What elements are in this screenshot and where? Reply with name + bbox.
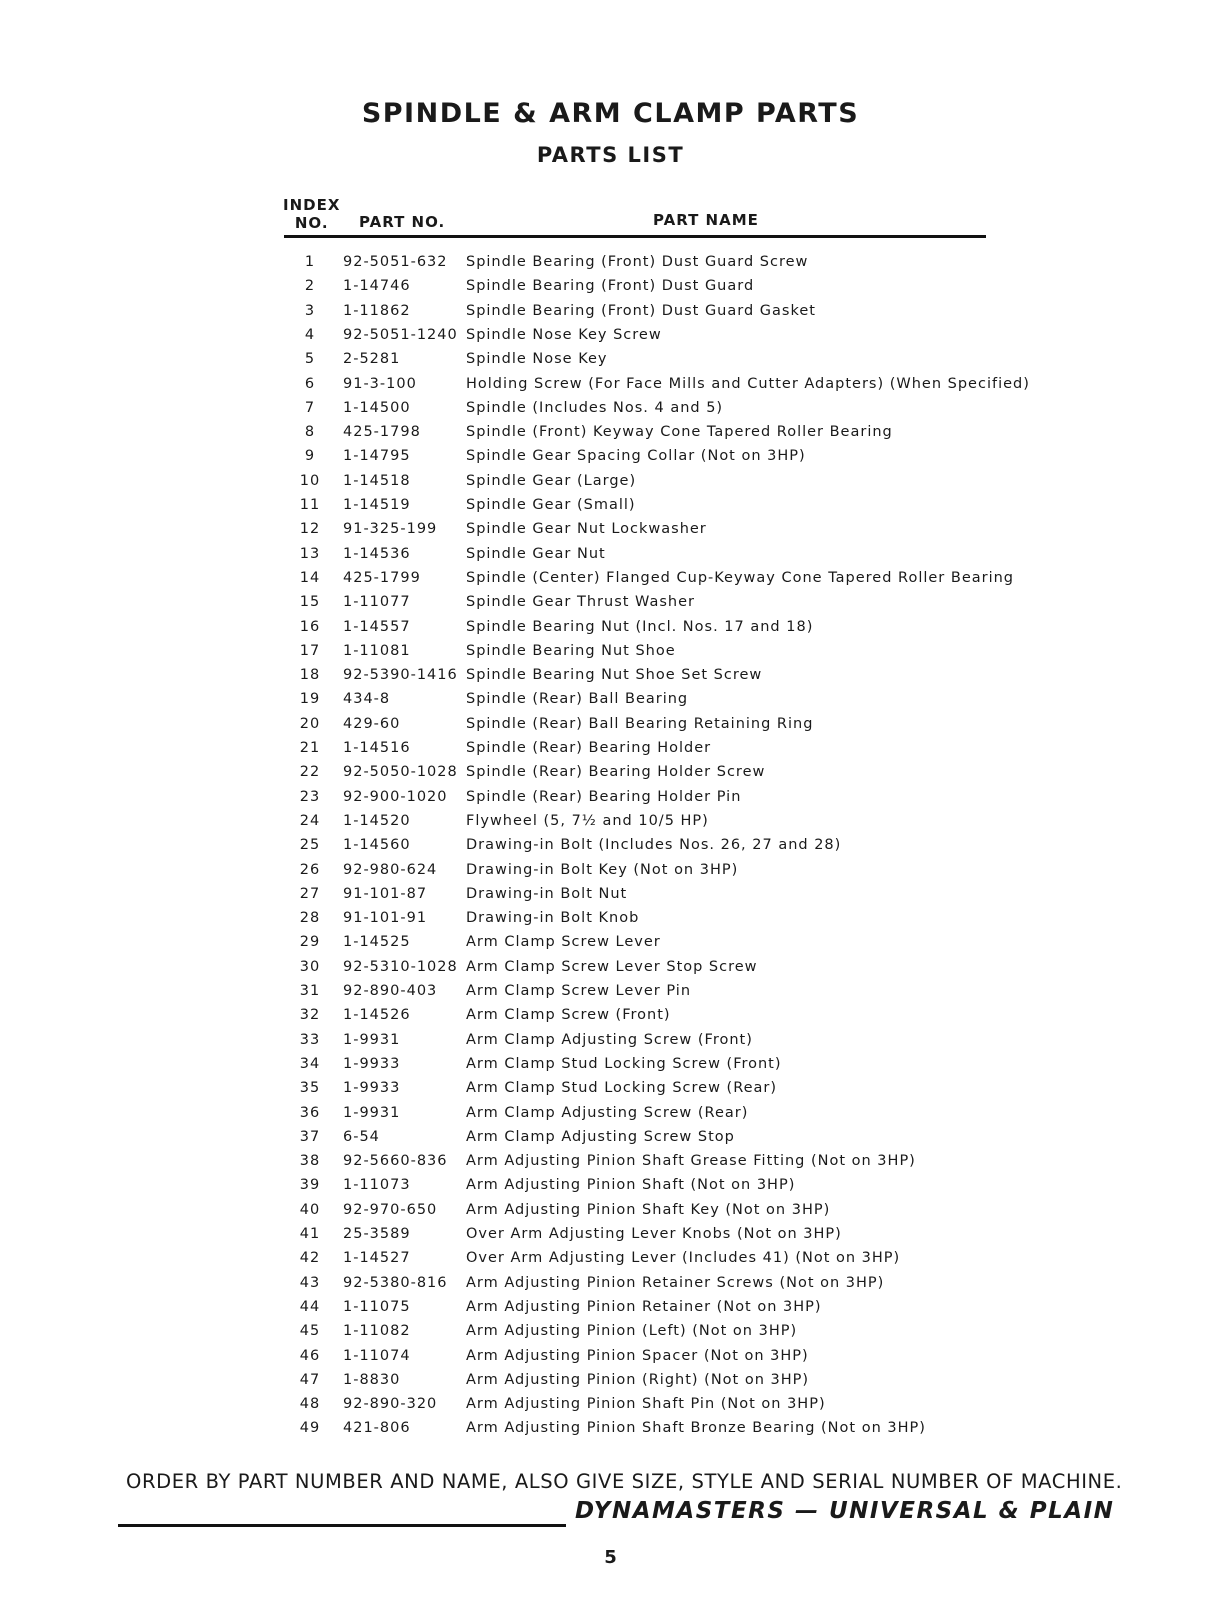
table-row	[0, 517, 1221, 541]
index-cell: 34	[299, 1055, 321, 1072]
table-row	[0, 372, 1221, 396]
part-number-cell: 1-14557	[343, 618, 411, 635]
brand-line: DYNAMASTERS — UNIVERSAL & PLAIN	[575, 1498, 1115, 1524]
index-cell: 43	[299, 1274, 321, 1291]
part-name-cell: Arm Clamp Screw Lever Pin	[466, 983, 692, 999]
index-cell: 1	[304, 254, 316, 270]
page-number: 5	[604, 1547, 617, 1568]
part-number-cell: 91-101-91	[343, 910, 428, 927]
part-number-cell: 1-9933	[343, 1080, 401, 1097]
part-name-cell: Arm Clamp Adjusting Screw Stop	[466, 1128, 735, 1145]
part-number-cell: 1-8830	[343, 1371, 401, 1388]
index-cell: 42	[299, 1250, 321, 1267]
index-cell: 29	[299, 934, 321, 951]
index-cell: 23	[299, 788, 321, 805]
page-subtitle: PARTS LIST	[536, 143, 685, 167]
part-name-cell: Spindle (Rear) Bearing Holder	[466, 740, 712, 756]
part-number-cell: 6-54	[343, 1128, 380, 1145]
table-row	[0, 639, 1221, 663]
part-number-cell: 92-5051-1240	[343, 326, 458, 343]
part-name-cell: Arm Adjusting Pinion Shaft Grease Fitting (Not on 3HP)	[466, 1153, 916, 1170]
column-header-index-line2: NO.	[294, 214, 329, 232]
table-row	[0, 809, 1221, 833]
part-name-cell: Arm Clamp Screw Lever Stop Screw	[466, 958, 758, 975]
part-number-cell: 1-14560	[343, 837, 411, 854]
part-name-cell: Drawing-in Bolt (Includes Nos. 26, 27 and 28)	[466, 837, 842, 854]
index-cell: 25	[299, 837, 321, 854]
index-cell: 27	[299, 885, 321, 902]
part-name-cell: Spindle Gear (Small)	[466, 497, 636, 513]
index-cell: 14	[299, 569, 321, 586]
part-number-cell: 92-5380-816	[343, 1274, 448, 1291]
table-row	[0, 785, 1221, 809]
index-cell: 30	[299, 958, 321, 975]
part-name-cell: Spindle Bearing (Front) Dust Guard Screw	[466, 254, 809, 270]
index-cell: 49	[299, 1420, 321, 1437]
table-row	[0, 542, 1221, 566]
part-number-cell: 429-60	[343, 715, 401, 732]
table-row	[0, 833, 1221, 857]
index-cell: 48	[299, 1396, 321, 1413]
part-number-cell: 1-14536	[343, 545, 411, 562]
table-row	[0, 1003, 1221, 1027]
part-number-cell: 425-1799	[343, 569, 421, 586]
table-row	[0, 1222, 1221, 1246]
table-row	[0, 566, 1221, 590]
table-row	[0, 930, 1221, 954]
part-name-cell: Spindle Gear Spacing Collar (Not on 3HP)	[466, 448, 806, 465]
table-row	[0, 1101, 1221, 1125]
index-cell: 12	[299, 521, 321, 538]
table-row	[0, 323, 1221, 347]
part-name-cell: Spindle Gear (Large)	[466, 472, 637, 489]
index-cell: 18	[299, 667, 321, 684]
index-cell: 37	[299, 1128, 321, 1145]
part-name-cell: Spindle (Rear) Bearing Holder Screw	[466, 764, 766, 781]
table-row	[0, 1198, 1221, 1222]
table-row	[0, 1246, 1221, 1270]
part-name-cell: Arm Adjusting Pinion Spacer (Not on 3HP)	[466, 1347, 809, 1364]
part-number-cell: 1-11073	[343, 1177, 411, 1194]
index-cell: 4	[304, 326, 316, 343]
index-cell: 2	[304, 278, 316, 295]
part-number-cell: 92-890-403	[343, 983, 438, 999]
part-number-cell: 92-970-650	[343, 1201, 438, 1218]
header-divider	[284, 235, 986, 238]
part-name-cell: Arm Clamp Stud Locking Screw (Rear)	[466, 1080, 778, 1097]
part-name-cell: Arm Adjusting Pinion Shaft Bronze Bearing (Not on 3HP)	[466, 1420, 926, 1437]
part-name-cell: Holding Screw (For Face Mills and Cutter Adapters) (When Specified)	[466, 375, 1030, 392]
table-row	[0, 1028, 1221, 1052]
index-cell: 10	[299, 472, 321, 489]
index-cell: 44	[299, 1298, 321, 1315]
index-cell: 40	[299, 1201, 321, 1218]
part-number-cell: 1-14516	[343, 740, 411, 756]
table-row	[0, 347, 1221, 371]
part-name-cell: Flywheel (5, 7½ and 10/5 HP)	[466, 812, 709, 829]
table-row	[0, 493, 1221, 517]
part-name-cell: Spindle Gear Nut Lockwasher	[466, 521, 707, 538]
part-number-cell: 1-11074	[343, 1347, 411, 1364]
part-name-cell: Drawing-in Bolt Key (Not on 3HP)	[466, 861, 739, 878]
part-name-cell: Arm Adjusting Pinion (Right) (Not on 3HP)	[466, 1371, 810, 1388]
table-row	[0, 299, 1221, 323]
part-name-cell: Spindle (Rear) Bearing Holder Pin	[466, 788, 742, 805]
index-cell: 31	[299, 983, 321, 999]
index-cell: 21	[299, 740, 321, 756]
column-header-part-name: PART NAME	[653, 211, 759, 229]
table-row	[0, 1125, 1221, 1149]
index-cell: 36	[299, 1104, 321, 1121]
index-cell: 3	[304, 302, 316, 319]
index-cell: 9	[304, 448, 316, 465]
index-cell: 16	[299, 618, 321, 635]
table-row	[0, 736, 1221, 760]
index-cell: 11	[299, 497, 321, 513]
index-cell: 32	[299, 1007, 321, 1024]
part-number-cell: 1-11077	[343, 594, 411, 611]
table-row	[0, 250, 1221, 274]
table-row	[0, 663, 1221, 687]
part-number-cell: 1-14527	[343, 1250, 411, 1267]
part-name-cell: Arm Adjusting Pinion Shaft Pin (Not on 3HP)	[466, 1396, 826, 1413]
part-name-cell: Drawing-in Bolt Knob	[466, 910, 640, 927]
table-row	[0, 1416, 1221, 1440]
part-name-cell: Spindle Bearing Nut Shoe Set Screw	[466, 667, 763, 684]
index-cell: 35	[299, 1080, 321, 1097]
part-name-cell: Spindle Bearing (Front) Dust Guard	[466, 278, 755, 295]
part-number-cell: 1-11862	[343, 302, 411, 319]
part-name-cell: Spindle Bearing Nut (Incl. Nos. 17 and 18)	[466, 618, 814, 635]
index-cell: 17	[299, 642, 321, 659]
part-name-cell: Spindle (Center) Flanged Cup-Keyway Cone Tapered Roller Bearing	[466, 569, 1015, 586]
part-number-cell: 1-11075	[343, 1298, 411, 1315]
table-row	[0, 906, 1221, 930]
table-row	[0, 882, 1221, 906]
table-row	[0, 1271, 1221, 1295]
index-cell: 38	[299, 1153, 321, 1170]
table-row	[0, 1173, 1221, 1197]
part-number-cell: 91-3-100	[343, 375, 417, 392]
part-number-cell: 2-5281	[343, 351, 401, 368]
table-row	[0, 712, 1221, 736]
part-number-cell: 25-3589	[343, 1226, 411, 1242]
index-cell: 22	[299, 764, 321, 781]
part-name-cell: Spindle Nose Key	[466, 351, 608, 368]
table-row	[0, 1295, 1221, 1319]
part-number-cell: 92-5390-1416	[343, 667, 458, 684]
part-number-cell: 421-806	[343, 1420, 411, 1437]
index-cell: 33	[299, 1031, 321, 1048]
part-number-cell: 1-14795	[343, 448, 411, 465]
part-name-cell: Arm Clamp Adjusting Screw (Rear)	[466, 1104, 749, 1121]
part-name-cell: Spindle Bearing (Front) Dust Guard Gasket	[466, 302, 816, 319]
part-name-cell: Spindle (Rear) Ball Bearing	[466, 691, 689, 708]
part-number-cell: 92-5051-632	[343, 254, 448, 270]
index-cell: 41	[299, 1226, 321, 1242]
part-number-cell: 1-9931	[343, 1031, 401, 1048]
table-row	[0, 590, 1221, 614]
column-header-part-no: PART NO.	[359, 213, 446, 231]
part-name-cell: Arm Clamp Stud Locking Screw (Front)	[466, 1055, 782, 1072]
part-number-cell: 91-101-87	[343, 885, 428, 902]
index-cell: 45	[299, 1323, 321, 1340]
footer-divider	[118, 1524, 566, 1527]
index-cell: 6	[304, 375, 316, 392]
table-row	[0, 687, 1221, 711]
table-row	[0, 1392, 1221, 1416]
table-row	[0, 1076, 1221, 1100]
part-name-cell: Spindle Gear Nut	[466, 545, 606, 562]
part-name-cell: Spindle Bearing Nut Shoe	[466, 642, 676, 659]
index-cell: 46	[299, 1347, 321, 1364]
page-title: SPINDLE & ARM CLAMP PARTS	[361, 98, 860, 129]
part-number-cell: 92-5050-1028	[343, 764, 458, 781]
part-name-cell: Spindle Nose Key Screw	[466, 326, 662, 343]
part-number-cell: 91-325-199	[343, 521, 438, 538]
part-name-cell: Arm Clamp Adjusting Screw (Front)	[466, 1031, 753, 1048]
part-number-cell: 1-14746	[343, 278, 411, 295]
part-name-cell: Arm Clamp Screw (Front)	[466, 1007, 671, 1024]
part-number-cell: 92-900-1020	[343, 788, 448, 805]
table-row	[0, 469, 1221, 493]
table-row	[0, 444, 1221, 468]
index-cell: 24	[299, 812, 321, 829]
order-instructions: ORDER BY PART NUMBER AND NAME, ALSO GIVE SIZE, STYLE AND SERIAL NUMBER OF MACHINE.	[126, 1470, 1123, 1493]
index-cell: 13	[299, 545, 321, 562]
part-name-cell: Spindle Gear Thrust Washer	[466, 594, 695, 611]
column-header-index	[283, 196, 340, 232]
part-number-cell: 1-11082	[343, 1323, 411, 1340]
part-name-cell: Over Arm Adjusting Lever (Includes 41) (Not on 3HP)	[466, 1250, 901, 1267]
table-row	[0, 420, 1221, 444]
table-row	[0, 1319, 1221, 1343]
part-number-cell: 1-9931	[343, 1104, 401, 1121]
part-number-cell: 1-11081	[343, 642, 411, 659]
table-row	[0, 858, 1221, 882]
part-number-cell: 92-5660-836	[343, 1153, 448, 1170]
part-number-cell: 1-14519	[343, 497, 411, 513]
table-row	[0, 1052, 1221, 1076]
index-cell: 7	[304, 399, 316, 416]
part-number-cell: 1-14525	[343, 934, 411, 951]
part-number-cell: 92-980-624	[343, 861, 438, 878]
table-row	[0, 274, 1221, 298]
part-name-cell: Arm Adjusting Pinion Shaft Key (Not on 3HP)	[466, 1201, 831, 1218]
part-number-cell: 434-8	[343, 691, 391, 708]
index-cell: 20	[299, 715, 321, 732]
index-cell: 8	[304, 424, 316, 441]
table-row	[0, 1344, 1221, 1368]
index-cell: 47	[299, 1371, 321, 1388]
index-cell: 28	[299, 910, 321, 927]
table-row	[0, 760, 1221, 784]
table-row	[0, 955, 1221, 979]
part-name-cell: Arm Adjusting Pinion (Left) (Not on 3HP)	[466, 1323, 798, 1340]
part-number-cell: 1-14500	[343, 399, 411, 416]
table-row	[0, 1368, 1221, 1392]
part-number-cell: 1-14520	[343, 812, 411, 829]
table-row	[0, 979, 1221, 1003]
part-number-cell: 1-14518	[343, 472, 411, 489]
part-number-cell: 1-9933	[343, 1055, 401, 1072]
part-name-cell: Spindle (Rear) Ball Bearing Retaining Ring	[466, 715, 814, 732]
part-name-cell: Arm Adjusting Pinion Shaft (Not on 3HP)	[466, 1177, 796, 1194]
part-number-cell: 92-5310-1028	[343, 958, 458, 975]
part-name-cell: Drawing-in Bolt Nut	[466, 885, 628, 902]
table-row	[0, 396, 1221, 420]
part-number-cell: 92-890-320	[343, 1396, 438, 1413]
part-name-cell: Spindle (Includes Nos. 4 and 5)	[466, 399, 724, 416]
part-number-cell: 1-14526	[343, 1007, 411, 1024]
table-row	[0, 1149, 1221, 1173]
index-cell: 19	[299, 691, 321, 708]
part-name-cell: Arm Adjusting Pinion Retainer (Not on 3HP)	[466, 1298, 822, 1315]
index-cell: 15	[299, 594, 321, 611]
column-header-index-line1: INDEX	[283, 196, 341, 214]
index-cell: 26	[299, 861, 321, 878]
index-cell: 39	[299, 1177, 321, 1194]
table-row	[0, 615, 1221, 639]
part-name-cell: Over Arm Adjusting Lever Knobs (Not on 3HP)	[466, 1226, 842, 1242]
part-name-cell: Spindle (Front) Keyway Cone Tapered Roller Bearing	[466, 424, 893, 441]
part-number-cell: 425-1798	[343, 424, 421, 441]
index-cell: 5	[304, 351, 316, 368]
part-name-cell: Arm Clamp Screw Lever	[466, 934, 661, 951]
part-name-cell: Arm Adjusting Pinion Retainer Screws (Not on 3HP)	[466, 1274, 885, 1291]
